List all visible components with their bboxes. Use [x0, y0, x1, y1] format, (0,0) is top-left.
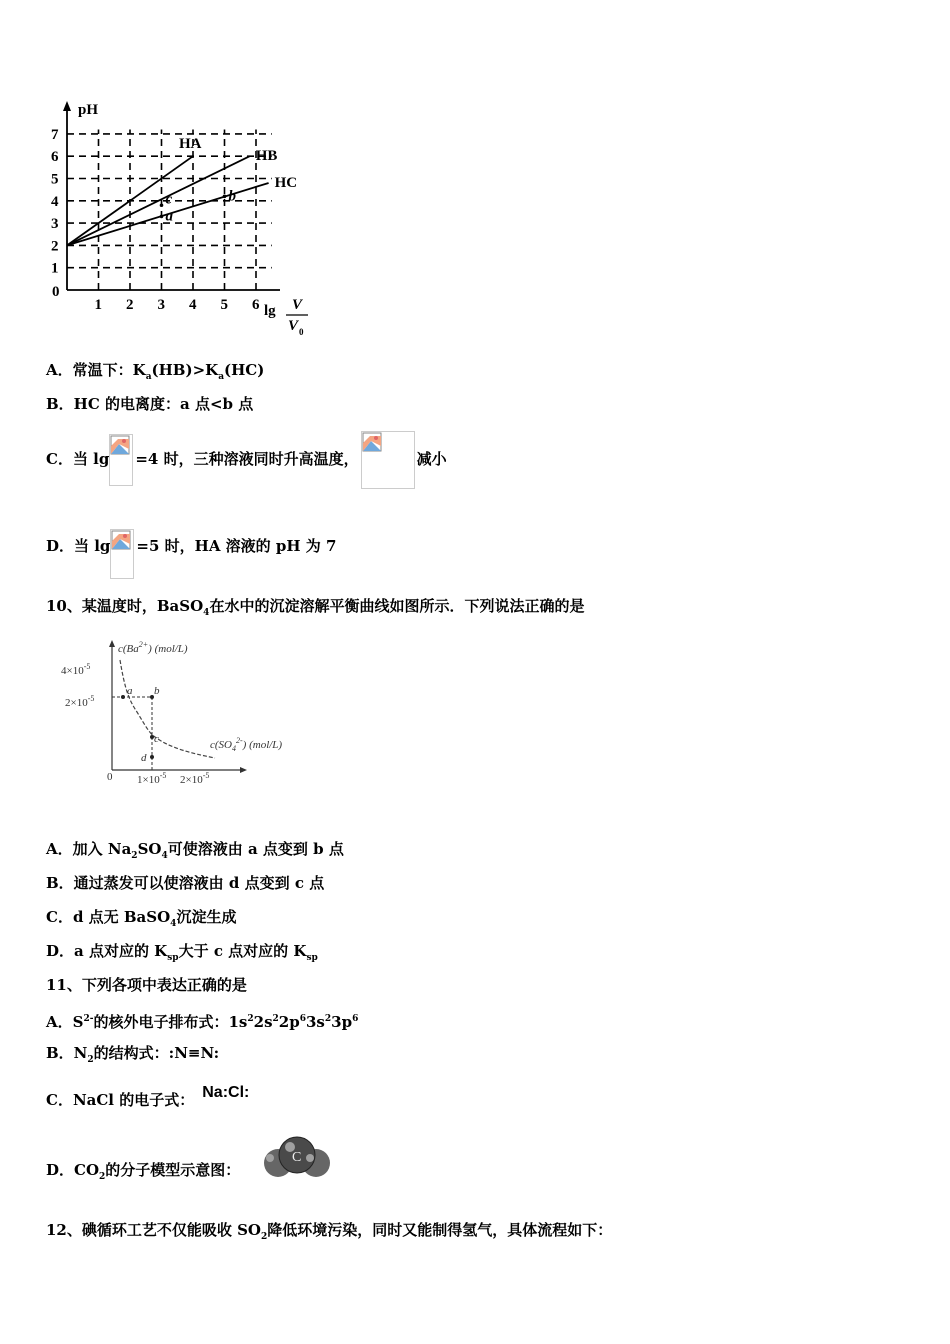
text: 大于 c 点对应的 K [178, 942, 307, 960]
superscript: 2 [272, 1014, 279, 1024]
subscript: 2 [131, 851, 138, 861]
broken-image-placeholder [109, 434, 133, 486]
text: 12、碘循环工艺不仅能吸收 SO [46, 1221, 261, 1239]
text: C．d 点无 BaSO [46, 908, 171, 926]
tick-x-1e-5: $1\times 10^{-5}$ [137, 771, 167, 786]
point-label-a: a [165, 208, 173, 225]
x-tick-label: 3 [157, 297, 165, 313]
series-lines [67, 136, 297, 245]
highlight [266, 1154, 274, 1162]
subscript: 4 [170, 919, 177, 929]
tick-y-2e-5: $2\times 10^{-5}$ [65, 694, 95, 709]
x-axis-label-den: V [288, 318, 299, 334]
co2-molecule-model [260, 1133, 334, 1183]
text: 2s [253, 1013, 273, 1031]
y-tick-label: 3 [51, 216, 59, 233]
point-b [150, 695, 154, 699]
x-tick-label: 5 [220, 297, 228, 313]
tick-x-2e-5: $2\times 10^{-5}$ [180, 771, 210, 786]
q9-option-b: B．HC 的电离度：a 点<b 点 [46, 395, 254, 413]
text: A．常温下：K [46, 361, 146, 379]
text: D．a 点对应的 K [46, 942, 168, 960]
text: 的分子模型示意图： [105, 1161, 241, 1179]
q9-option-a [46, 360, 264, 387]
q11-stem: 11、下列各项中表达正确的是 [46, 976, 247, 994]
text: A．S [46, 1013, 84, 1031]
q9-option-c [46, 431, 447, 483]
x-tick-label: 6 [252, 297, 260, 313]
y-axis-arrow [63, 101, 71, 111]
superscript: 2 [324, 1014, 332, 1024]
text: (HB)>K [151, 361, 219, 379]
point-label-d: d [141, 752, 147, 764]
y-tick-label: 4 [51, 193, 59, 210]
text: =5 时，HA 溶液的 pH 为 7 [136, 537, 337, 555]
text: 3p [331, 1013, 353, 1031]
y-tick-label: 2 [51, 238, 59, 255]
q10-option-a [46, 839, 344, 866]
text: 可使溶液由 a 点变到 b 点 [167, 840, 344, 858]
x-axis-label-num: V [292, 297, 303, 313]
text: D．CO [46, 1161, 100, 1179]
point-label-b: b [154, 685, 160, 697]
solubility-curve [120, 660, 215, 758]
q11-option-d [46, 1132, 240, 1186]
y-tick-label: 1 [51, 260, 59, 277]
nacl-electron-formula: Na:Cl: [202, 1084, 250, 1101]
ph-dilution-chart [40, 95, 320, 345]
text: 减小 [416, 450, 447, 468]
series-label-hb: HB [255, 148, 278, 165]
origin-label: 0 [52, 284, 60, 300]
point-a [121, 695, 125, 699]
point-c [160, 203, 164, 207]
x-axis-label: $c(SO_4^{2-})$ (mol/L) [210, 736, 283, 753]
tick-y-4e-5: $4\times 10^{-5}$ [61, 662, 91, 677]
subscript: a [218, 372, 225, 382]
y-tick-label: 7 [51, 126, 59, 143]
subscript: 2 [87, 1055, 94, 1065]
point-c [150, 735, 154, 739]
point-label-b: b [228, 188, 236, 205]
subscript: 4 [203, 608, 210, 618]
q12-stem [46, 1220, 612, 1247]
image-icon [111, 530, 131, 550]
q11-option-b [46, 1043, 219, 1070]
broken-image-placeholder [110, 529, 134, 579]
point-d [150, 755, 154, 759]
x-axis-arrow [240, 767, 247, 773]
q9-option-d [46, 513, 336, 563]
superscript: 6 [299, 1014, 306, 1024]
image-icon [362, 432, 382, 452]
q10-option-b: B．通过蒸发可以使溶液由 d 点变到 c 点 [46, 874, 325, 892]
q11-option-a [46, 1009, 358, 1032]
point-label-c: c [154, 733, 159, 745]
text: B．N [46, 1044, 88, 1062]
text: (HC) [224, 361, 265, 379]
text: 的核外电子排布式：1s [93, 1013, 248, 1031]
x-axis-label-den-sub: 0 [299, 327, 304, 337]
text: 10、某温度时，BaSO [46, 597, 204, 615]
highlight [306, 1154, 314, 1162]
superscript: 2- [83, 1014, 94, 1024]
tick-x-origin: 0 [107, 771, 113, 783]
text: 的结构式：:N≡N: [93, 1044, 220, 1062]
tick-labels [51, 127, 260, 313]
y-axis-label: pH [78, 102, 99, 118]
x-axis-label-lg: lg [264, 303, 276, 319]
subscript: 2 [261, 1232, 268, 1242]
subscript: 2 [99, 1172, 106, 1182]
subscript: sp [167, 953, 179, 963]
x-tick-label: 4 [189, 297, 197, 313]
q11-option-c [46, 1075, 249, 1119]
y-tick-label: 6 [51, 149, 59, 166]
text: 沉淀生成 [176, 908, 237, 926]
subscript: a [145, 372, 152, 382]
point-label-c: c [165, 191, 173, 208]
text: 3s [306, 1013, 325, 1031]
text: 2p [278, 1013, 300, 1031]
text: A．加入 Na [46, 840, 132, 858]
baso4-solubility-chart [55, 630, 325, 800]
q10-stem [46, 596, 584, 623]
text: 降低环境污染，同时又能制得氢气，具体流程如下： [267, 1221, 613, 1239]
image-icon [110, 435, 130, 455]
superscript: 2 [247, 1014, 254, 1024]
carbon-label: C [292, 1150, 302, 1165]
subscript: sp [306, 953, 318, 963]
point-a [160, 215, 164, 219]
broken-image-placeholder [361, 431, 415, 489]
text: C．NaCl 的电子式： [46, 1091, 195, 1109]
x-tick-label: 1 [94, 297, 102, 313]
text: 在水中的沉淀溶解平衡曲线如图所示．下列说法正确的是 [209, 597, 585, 615]
x-tick-label: 2 [126, 297, 134, 313]
subscript: 4 [161, 851, 168, 861]
y-axis-arrow [109, 640, 115, 647]
y-axis-label: $c(Ba^{2+})$ (mol/L) [118, 640, 188, 655]
q10-option-d [46, 941, 318, 968]
superscript: 6 [352, 1014, 359, 1024]
text: SO [137, 840, 162, 858]
text: C．当 lg [46, 450, 110, 468]
y-tick-label: 5 [51, 171, 59, 188]
text: =4 时，三种溶液同时升高温度， [135, 450, 359, 468]
series-label-hc: HC [274, 174, 298, 191]
point-label-a: a [127, 685, 133, 697]
text: D．当 lg [46, 537, 111, 555]
point-b [223, 195, 227, 199]
series-label-ha: HA [179, 136, 202, 153]
q10-option-c [46, 907, 236, 934]
